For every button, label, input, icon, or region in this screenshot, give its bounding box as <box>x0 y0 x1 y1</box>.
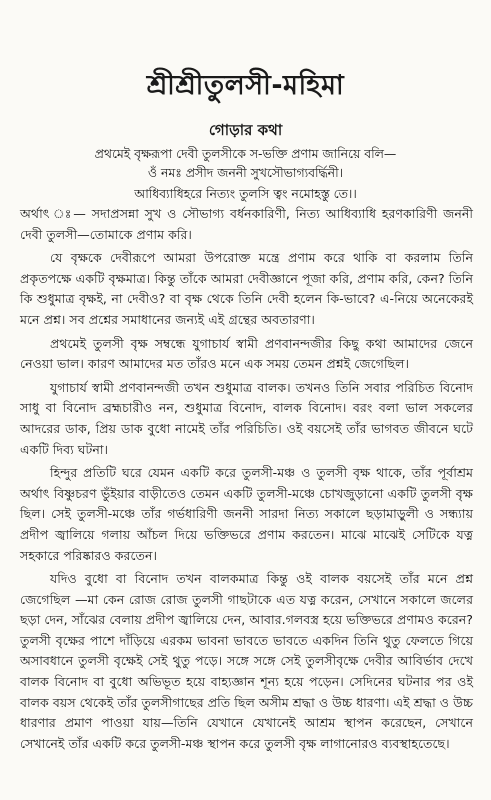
verse-intro-line: প্রথমেই বৃক্ষরূপা দেবী তুলসীকে স-ভক্তি প্রণাম জানিয়ে বলি— <box>94 146 397 161</box>
page-title: শ্রীশ্রীতুলসী-মহিমা <box>146 70 345 101</box>
verse-mantra-line-1: ওঁ নমঃ প্রসীদ জননী সুখসৌভাগ্যবর্দ্ধিনী। <box>147 165 344 180</box>
paragraph: যুগাচার্য স্বামী প্রণবানন্দজী তখন শুধুমাত্র বালক। তখনও তিনি সবার পরিচিত বিনোদ সাধু বা বিনোদ ব্রহ্মচারীও নন, শুধুমাত্র বিনোদ, বালক বিনোদ। বরং বলা ভাল সকলের আদরের ডাক, প্রিয় ডাক বুধো নামেই তাঁর পরিচিতি। ওই বয়সেই তাঁর ভাগবত জীবনে ঘটে একটি দিব্য ঘটনা। <box>20 379 473 457</box>
paragraph: হিন্দুর প্রতিটি ঘরে যেমন একটি করে তুলসী-মঞ্চ ও তুলসী বৃক্ষ থাকে, তাঁর পূর্বাশ্রম অর্থাৎ বিষ্ণুচরণ ভুঁইয়ার বাড়ীতেও তেমন একটি তুলসী-মঞ্চে চোখজুড়ানো একটি তুলসী বৃক্ষ ছিল। সেই তুলসী-মঞ্চে তাঁর গর্ভধারিণী জননী সারদা নিত্য সকালে ছড়ামাড়ুলী ও সন্ধ্যায় প্রদীপ জ্বালিয়ে গলায় আঁচল দিয়ে ভক্তিভরে প্রণাম করতেন। মাঝে মাঝেই সেটিকে যত্ন সহকারে পরিষ্কারও করতেন। <box>20 465 473 563</box>
body-text <box>20 204 473 754</box>
paragraph: যদিও বুধো বা বিনোদ তখন বালকমাত্র কিন্তু ওই বালক বয়সেই তাঁর মনে প্রশ্ন জেগেছিল —মা কেন রোজ রোজ তুলসী গাছটাকে এত যত্ন করেন, সেখানে সকালে জলের ছড়া দেন, সাঁঝের বেলায় প্রদীপ জ্বালিয়ে দেন, আবার.গলবস্ত্র হয়ে ভক্তিভরে প্রণামও করেন? তুলসী বৃক্ষের পাশে দাঁড়িয়ে এরকম ভাবনা ভাবতে ভাবতে একদিন তিনি থুতু ফেলতে গিয়ে অসাবধানে তুলসী বৃক্ষেই সেই থুতু পড়ে। সঙ্গে সঙ্গে সেই তুলসীবৃক্ষে দেবীর আবির্ভাব দেখে বালক বিনোদ বা বুধো অভিভূত হয়ে বাহ্যজ্ঞান শূন্য হয়ে পড়েন। সেদিনের ঘটনার পর ওই বালক বয়স থেকেই তাঁর তুলসীগাছের প্রতি ছিল অসীম শ্রদ্ধা ও উচ্চ ধারণা। এই শ্রদ্ধা ও উচ্চ ধারণার প্রমাণ পাওয়া যায়—তিনি যেখানে যেখানেই আশ্রম স্থাপন করেছেন, সেখানে সেখানেই তাঁর একটি করে তুলসী-মঞ্চ স্থাপন করে তুলসী বৃক্ষ লাগানোরও ব্যবস্থাহতেছে। <box>20 571 473 751</box>
paragraph: যে বৃক্ষকে দেবীরূপে আমরা উপরোক্ত মন্ত্রে প্রণাম করে থাকি বা করলাম তিনি প্রকৃতপক্ষে একটি বৃক্ষমাত্র। কিন্তু তাঁকে আমরা দেবীজ্ঞানে পূজা করি, প্রণাম করি, কেন? তিনি কি শুধুমাত্র বৃক্ষই, না দেবীও? বা বৃক্ষ থেকে তিনি দেবী হলেন কি-ভাবে? এ-নিয়ে অনেকেরই মনে প্রশ্ন। সব প্রশ্নের সমাধানের জন্যই এই গ্রন্থের অবতারণা। <box>20 250 473 327</box>
chapter-subtitle: গোড়ার কথা <box>208 121 283 139</box>
verse-mantra-line-2: আধিব্যাধিহরে নিত্যং তুলসি ত্বং নমোহস্তু তে।। <box>134 186 357 201</box>
paragraph-meaning: অর্থাৎ ঃ— সদাপ্রসন্না সুখ ও সৌভাগ্য বর্ধনকারিণী, নিত্য আধিব্যাধি হরণকারিণী জননী দেবী তুলসী—তোমাকে প্রণাম করি। <box>20 206 473 242</box>
paragraph: প্রথমেই তুলসী বৃক্ষ সম্বন্ধে যুগাচার্য স্বামী প্রণবানন্দজীর কিছু কথা আমাদের জেনে নেওয়া ভাল। কারণ আমাদের মত তাঁরও মনে এক সময় তেমন প্রশ্নই জেগেছিল। <box>20 335 473 372</box>
